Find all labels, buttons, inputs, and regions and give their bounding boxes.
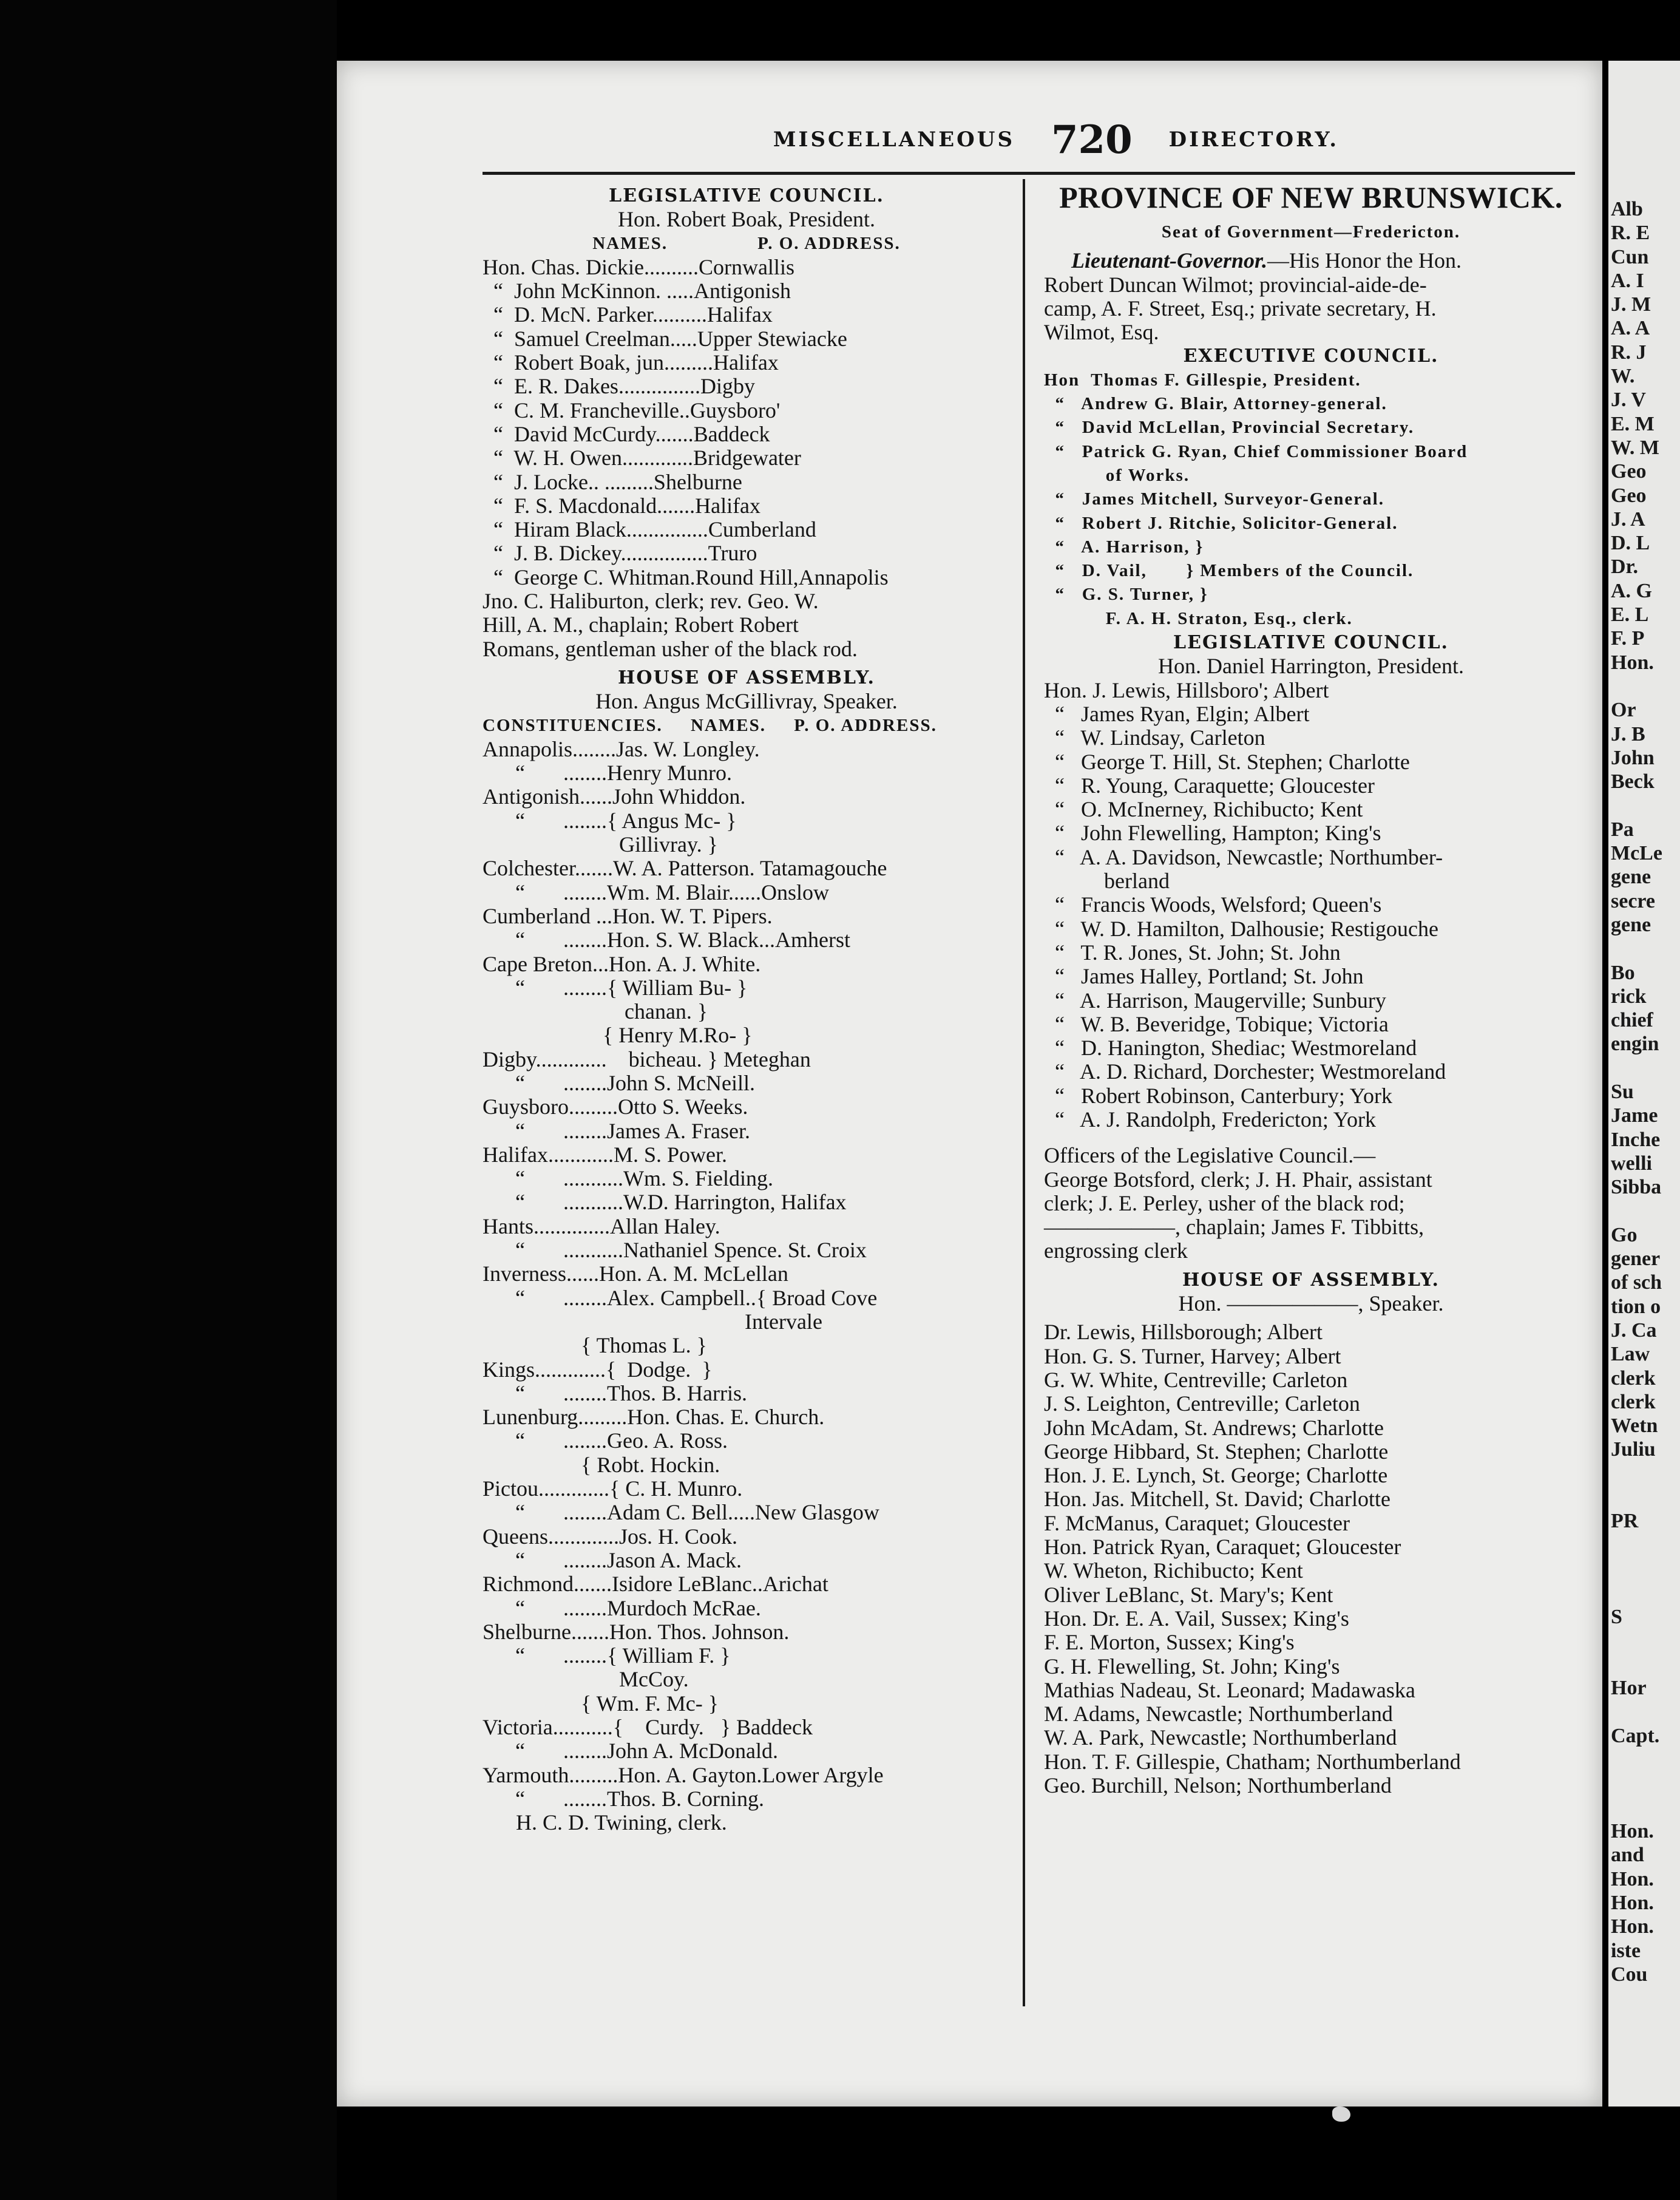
adjacent-page-fragment: Alb (1611, 198, 1643, 220)
ns-ha-member-row: “ ........Geo. A. Ross. (483, 1428, 728, 1453)
lieutenant-governor-label: Lieutenant-Governor. (1071, 248, 1268, 273)
adjacent-page-fragment: clerk (1611, 1367, 1656, 1390)
ns-ha-member-row: “ ........Thos. B. Harris. (483, 1380, 747, 1405)
nb-lc-member-row: “ T. R. Jones, St. John; St. John (1044, 940, 1341, 965)
nb-ha-member-row: W. Wheton, Richibucto; Kent (1044, 1558, 1303, 1583)
adjacent-page-fragment: R. E (1611, 222, 1650, 245)
executive-council-row: Hon Thomas F. Gillespie, President. (1044, 370, 1361, 390)
ns-ha-member-row: “ ........James A. Fraser. (483, 1118, 750, 1143)
adjacent-page-fragment: and (1611, 1844, 1644, 1867)
nb-lc-member-row: “ W. Lindsay, Carleton (1044, 725, 1265, 750)
ns-ha-member-row: Cape Breton...Hon. A. J. White. (483, 951, 761, 976)
ns-lc-clerk-line: Jno. C. Haliburton, clerk; rev. Geo. W. (483, 589, 819, 614)
adjacent-page-fragment: E. M (1611, 412, 1655, 435)
adjacent-page-fragment: Hor (1611, 1677, 1647, 1700)
adjacent-page-fragment: S (1611, 1605, 1622, 1628)
ns-ha-member-row: Intervale (483, 1309, 822, 1334)
adjacent-page-fragment: PR (1611, 1510, 1639, 1533)
executive-council-list (1044, 368, 1578, 631)
nb-ha-member-row: Dr. Lewis, Hillsborough; Albert (1044, 1320, 1323, 1345)
nb-lc-member-row: “ John Flewelling, Hampton; King's (1044, 821, 1381, 846)
adjacent-page-fragment (1611, 1557, 1680, 1581)
nb-lc-member-row: “ A. D. Richard, Dorchester; Westmoreland (1044, 1059, 1446, 1084)
adjacent-page-fragment: John (1611, 746, 1655, 769)
nb-lc-member-row: berland (1044, 869, 1170, 894)
adjacent-page-fragment: J. A (1611, 508, 1645, 531)
lieutenant-governor-text: —His Honor the Hon. (1267, 248, 1462, 273)
adjacent-page-fragment (1611, 1581, 1680, 1604)
executive-council-row: “ G. S. Turner, } (1044, 585, 1208, 605)
seat-of-government: Seat of Government—Fredericton. (1161, 222, 1461, 242)
nb-lc-officers-line: engrossing clerk (1044, 1238, 1188, 1263)
executive-council-row: “ David McLellan, Provincial Secretary. (1044, 418, 1415, 438)
lieutenant-governor-line: Robert Duncan Wilmot; provincial-aide-de- (1044, 272, 1427, 297)
adjacent-page-fragment: Jame (1611, 1104, 1658, 1127)
nb-lc-member-row: “ Robert Robinson, Canterbury; York (1044, 1083, 1392, 1108)
adjacent-page-fragment: A. A (1611, 317, 1650, 340)
nb-lc-member-row: “ A. J. Randolph, Fredericton; York (1044, 1107, 1376, 1132)
adjacent-page-fragment: Go (1611, 1223, 1638, 1246)
directory-page (337, 61, 1602, 2107)
adjacent-page-fragment: Cou (1611, 1963, 1648, 1986)
ns-ha-member-row: Digby............. bicheau. } Meteghan (483, 1047, 811, 1071)
executive-council-row: “ Andrew G. Blair, Attorney-general. (1044, 394, 1387, 414)
nb-ha-member-row: J. S. Leighton, Centreville; Carleton (1044, 1391, 1360, 1416)
nb-house-of-assembly-heading: HOUSE OF ASSEMBLY. (1182, 1269, 1440, 1291)
adjacent-page-fragment: A. I (1611, 269, 1644, 292)
ns-ha-member-row: Inverness......Hon. A. M. McLellan (483, 1261, 788, 1286)
adjacent-page-fragment: Or (1611, 699, 1636, 722)
adjacent-page-fragment: Hon. (1611, 1915, 1654, 1938)
ns-lc-member-list (483, 256, 1011, 589)
ns-ha-member-row: “ ........{ Angus Mc- } (483, 808, 737, 833)
ns-lc-column-heads: NAMES. P. O. ADDRESS. (592, 233, 901, 253)
nb-ha-member-row: Oliver LeBlanc, St. Mary's; Kent (1044, 1582, 1333, 1607)
ns-lc-member-row: “ J. B. Dickey................Truro (483, 541, 757, 566)
ns-ha-member-row: “ ........Henry Munro. (483, 761, 732, 786)
ns-lc-president: Hon. Robert Boak, President. (618, 207, 875, 232)
ns-lc-member-row: “ George C. Whitman.Round Hill,Annapolis (483, 565, 889, 589)
nb-lc-officers-line: Officers of the Legislative Council.— (1044, 1143, 1376, 1168)
right-column (1044, 179, 1578, 1798)
adjacent-page-fragment: Geo (1611, 460, 1647, 483)
adjacent-page-fragment: Hon. (1611, 1820, 1654, 1843)
adjacent-page-fragment: Capt. (1611, 1725, 1660, 1747)
running-head (483, 109, 1602, 170)
executive-council-row: “ Robert J. Ritchie, Solicitor-General. (1044, 513, 1398, 533)
adjacent-page-fragment (1611, 674, 1680, 698)
adjacent-page-fragment: of sch (1611, 1271, 1662, 1294)
executive-council-row: “ D. Vail, } Members of the Council. (1044, 561, 1414, 581)
scan-background (0, 0, 337, 2200)
adjacent-page-fragment: engin (1611, 1033, 1659, 1056)
adjacent-page-fragment: Sibba (1611, 1176, 1662, 1199)
nb-ha-member-row: G. W. White, Centreville; Carleton (1044, 1367, 1348, 1392)
adjacent-page-fragment (1611, 1652, 1680, 1676)
lieutenant-governor-line (1044, 249, 1578, 273)
nb-lc-member-row: “ Francis Woods, Welsford; Queen's (1044, 892, 1382, 917)
ns-ha-member-row: Yarmouth.........Hon. A. Gayton.Lower Argyle (483, 1762, 884, 1787)
ns-ha-member-row: chanan. } (483, 999, 708, 1024)
adjacent-page-fragment: gene (1611, 866, 1651, 889)
ns-ha-member-row: Lunenburg.........Hon. Chas. E. Church. (483, 1405, 825, 1430)
nb-lc-officers-paragraph (1044, 1144, 1578, 1263)
ns-ha-member-row: “ ........Alex. Campbell..{ Broad Cove (483, 1285, 878, 1310)
ns-ha-member-row: “ ........John A. McDonald. (483, 1739, 778, 1764)
nb-ha-member-row: F. E. Morton, Sussex; King's (1044, 1630, 1295, 1655)
nb-ha-member-row: W. A. Park, Newcastle; Northumberland (1044, 1725, 1397, 1750)
adjacent-page-fragment (1611, 1462, 1680, 1485)
ns-ha-member-row: Colchester.......W. A. Patterson. Tatamagouche (483, 856, 887, 881)
ns-ha-member-row: Gillivray. } (483, 832, 718, 857)
nb-lc-member-row: “ R. Young, Caraquette; Gloucester (1044, 773, 1375, 798)
ns-lc-member-row: Hon. Chas. Dickie..........Cornwallis (483, 254, 794, 279)
nb-ha-member-row: Hon. Jas. Mitchell, St. David; Charlotte (1044, 1487, 1390, 1512)
adjacent-page-fragment: Law (1611, 1343, 1650, 1366)
adjacent-page-fragment: tion o (1611, 1295, 1661, 1318)
ns-ha-member-row: Halifax............M. S. Power. (483, 1142, 727, 1167)
ns-ha-member-row: Victoria...........{ Curdy. } Baddeck (483, 1715, 813, 1739)
adjacent-page-fragment: gene (1611, 913, 1651, 936)
nb-lc-officers-line: ——————, chaplain; James F. Tibbitts, (1044, 1215, 1424, 1240)
left-column (483, 179, 1011, 1835)
ns-ha-speaker: Hon. Angus McGillivray, Speaker. (595, 689, 898, 714)
nb-lc-member-list (1044, 679, 1578, 1132)
nb-lc-member-row: “ A. A. Davidson, Newcastle; Northumber- (1044, 844, 1443, 869)
adjacent-page-fragment: Pa (1611, 818, 1634, 841)
executive-council-row: “ James Mitchell, Surveyor-General. (1044, 489, 1384, 509)
nb-ha-member-row: Hon. Patrick Ryan, Caraquet; Gloucester (1044, 1535, 1401, 1560)
nb-ha-speaker: Hon. ——————, Speaker. (1178, 1291, 1444, 1316)
nb-lc-member-row: “ James Ryan, Elgin; Albert (1044, 701, 1310, 726)
adjacent-page-fragment: F. P (1611, 627, 1645, 650)
adjacent-page-fragment: rick (1611, 985, 1647, 1008)
lieutenant-governor-line: camp, A. F. Street, Esq.; private secretary, H. (1044, 296, 1437, 321)
adjacent-page-fragment: McLe (1611, 842, 1662, 865)
adjacent-page-fragment: Dr. (1611, 555, 1639, 579)
adjacent-page-fragment (1611, 1056, 1680, 1080)
adjacent-page-fragment: Inche (1611, 1128, 1661, 1151)
ns-ha-member-row: “ ........Hon. S. W. Black...Amherst (483, 928, 850, 952)
ns-ha-member-row: { Henry M.Ro- } (483, 1023, 753, 1048)
column-rule (1023, 179, 1025, 2006)
adjacent-page-edge (1608, 61, 1680, 2107)
ns-ha-member-row: “ ...........Wm. S. Fielding. (483, 1166, 773, 1191)
nb-ha-member-row: Geo. Burchill, Nelson; Northumberland (1044, 1773, 1392, 1798)
nb-ha-member-row: Hon. Dr. E. A. Vail, Sussex; King's (1044, 1606, 1349, 1631)
adjacent-page-fragment: Cun (1611, 245, 1649, 268)
adjacent-page-fragment: gener (1611, 1248, 1661, 1271)
nb-lc-member-row: “ A. Harrison, Maugerville; Sunbury (1044, 988, 1386, 1013)
province-title: PROVINCE OF NEW BRUNSWICK. (1059, 180, 1563, 214)
ns-ha-member-row: “ ........{ William Bu- } (483, 975, 748, 1000)
nb-lc-officers-line: George Botsford, clerk; J. H. Phair, assistant (1044, 1167, 1432, 1192)
ns-lc-clerk-line: Hill, A. M., chaplain; Robert Robert (483, 613, 799, 637)
nb-lc-member-row: “ O. McInerney, Richibucto; Kent (1044, 797, 1363, 822)
ns-ha-member-row: “ ........Thos. B. Corning. (483, 1786, 764, 1811)
ns-ha-member-row: Annapolis........Jas. W. Longley. (483, 736, 760, 761)
nb-lc-member-row: “ W. B. Beveridge, Tobique; Victoria (1044, 1011, 1389, 1036)
ns-ha-member-row: Kings.............{ Dodge. } (483, 1357, 713, 1382)
adjacent-page-fragment: Juliu (1611, 1438, 1656, 1461)
ns-ha-member-list (483, 738, 1011, 1811)
adjacent-page-fragment: Geo (1611, 484, 1647, 507)
lieutenant-governor-line: Wilmot, Esq. (1044, 320, 1159, 345)
nb-ha-member-row: George Hibbard, St. Stephen; Charlotte (1044, 1439, 1389, 1464)
nb-ha-member-row: John McAdam, St. Andrews; Charlotte (1044, 1415, 1384, 1440)
ns-ha-member-row: Richmond.......Isidore LeBlanc..Arichat (483, 1572, 828, 1597)
ns-lc-member-row: “ D. McN. Parker..........Halifax (483, 302, 773, 327)
ns-lc-member-row: “ C. M. Francheville..Guysboro' (483, 398, 781, 423)
adjacent-page-fragment: J. B (1611, 722, 1645, 745)
nb-ha-member-row: Hon. T. F. Gillespie, Chatham; Northumberland (1044, 1749, 1461, 1774)
ns-lc-member-row: “ F. S. Macdonald.......Halifax (483, 493, 761, 518)
ns-ha-member-row: “ ........Adam C. Bell.....New Glasgow (483, 1500, 879, 1525)
nb-lc-president: Hon. Daniel Harrington, President. (1158, 654, 1464, 679)
adjacent-page-fragment: chief (1611, 1009, 1653, 1032)
adjacent-page-fragment: D. L (1611, 532, 1650, 555)
adjacent-page-fragment: welli (1611, 1152, 1652, 1175)
running-head-left: MISCELLANEOUS (773, 127, 1015, 152)
ns-ha-member-row: “ ........Jason A. Mack. (483, 1547, 742, 1572)
ns-lc-member-row: “ Samuel Creelman.....Upper Stewiacke (483, 326, 847, 351)
ns-ha-member-row: { Robt. Hockin. (483, 1452, 720, 1477)
nb-lc-member-row: “ George T. Hill, St. Stephen; Charlotte (1044, 749, 1410, 774)
adjacent-page-fragment: Hon. (1611, 1867, 1654, 1890)
adjacent-page-fragment: Su (1611, 1080, 1634, 1103)
ns-lc-member-row: “ J. Locke.. .........Shelburne (483, 469, 742, 494)
ns-ha-member-row: “ ...........Nathaniel Spence. St. Croix (483, 1238, 867, 1263)
ns-ha-member-row: “ ........Murdoch McRae. (483, 1595, 761, 1620)
ns-lc-member-row: “ David McCurdy.......Baddeck (483, 421, 770, 446)
nb-lc-member-row: “ James Halley, Portland; St. John (1044, 964, 1364, 989)
executive-council-row: of Works. (1044, 465, 1190, 485)
ns-ha-clerk: H. C. D. Twining, clerk. (516, 1810, 727, 1835)
adjacent-page-fragment: J. M (1611, 293, 1651, 316)
ns-lc-member-row: “ John McKinnon. .....Antigonish (483, 279, 791, 304)
running-head-right: DIRECTORY. (1168, 127, 1340, 152)
nb-ha-member-row: Hon. G. S. Turner, Harvey; Albert (1044, 1343, 1341, 1368)
nb-ha-member-row: F. McManus, Caraquet; Gloucester (1044, 1510, 1350, 1535)
adjacent-page-fragment (1611, 1796, 1680, 1819)
nb-ha-member-row: Hon. J. E. Lynch, St. George; Charlotte (1044, 1463, 1388, 1488)
page-number: 720 (1051, 117, 1133, 163)
ns-ha-member-row: Guysboro.........Otto S. Weeks. (483, 1095, 748, 1119)
ns-ha-member-row: Antigonish......John Whiddon. (483, 784, 746, 809)
adjacent-page-fragment: Hon. (1611, 651, 1654, 674)
adjacent-page-fragment: Hon. (1611, 1892, 1654, 1915)
adjacent-page-fragment: J. V (1611, 389, 1646, 412)
ns-lc-clerk-line: Romans, gentleman usher of the black rod. (483, 636, 858, 661)
ns-ha-member-row: “ ........John S. McNeill. (483, 1070, 755, 1095)
ns-legislative-council-heading: LEGISLATIVE COUNCIL. (609, 185, 884, 206)
adjacent-page-fragment: A. G (1611, 579, 1652, 602)
adjacent-page-fragment (1611, 1533, 1680, 1557)
adjacent-page-fragments (1608, 61, 1680, 1986)
nb-ha-member-row: Mathias Nadeau, St. Leonard; Madawaska (1044, 1677, 1415, 1702)
ns-lc-member-row: “ E. R. Dakes...............Digby (483, 374, 755, 399)
ns-ha-member-row: McCoy. (483, 1667, 689, 1692)
nb-ha-member-row: G. H. Flewelling, St. John; King's (1044, 1654, 1340, 1679)
ns-ha-column-heads: CONSTITUENCIES. NAMES. P. O. ADDRESS. (483, 715, 937, 735)
adjacent-page-fragment: clerk (1611, 1390, 1656, 1413)
executive-council-row: “ Patrick G. Ryan, Chief Commissioner Board (1044, 441, 1468, 461)
scan-speck (1332, 2107, 1350, 2122)
adjacent-page-fragment: W. (1611, 365, 1635, 388)
ns-ha-member-row: “ ........Wm. M. Blair......Onslow (483, 880, 829, 905)
adjacent-page-fragment: secre (1611, 889, 1655, 912)
ns-ha-member-row: Hants..............Allan Haley. (483, 1214, 720, 1238)
ns-ha-member-row: “ ........{ William F. } (483, 1643, 731, 1668)
adjacent-page-fragment: R. J (1611, 341, 1647, 364)
adjacent-page-fragment: Beck (1611, 770, 1655, 793)
ns-lc-member-row: “ Robert Boak, jun.........Halifax (483, 350, 779, 375)
ns-lc-member-row: “ W. H. Owen.............Bridgewater (483, 446, 801, 470)
adjacent-page-fragment: iste (1611, 1939, 1641, 1962)
executive-council-heading: EXECUTIVE COUNCIL. (1183, 345, 1439, 367)
nb-lc-member-row: “ D. Hanington, Shediac; Westmoreland (1044, 1036, 1417, 1061)
adjacent-page-fragment (1611, 1199, 1680, 1223)
adjacent-page-fragment: Bo (1611, 961, 1635, 984)
nb-ha-member-list (1044, 1320, 1578, 1798)
nb-lc-member-row: Hon. J. Lewis, Hillsboro'; Albert (1044, 677, 1329, 702)
ns-lc-clerk-paragraph (483, 589, 1011, 661)
nb-lc-officers-line: clerk; J. E. Perley, usher of the black rod; (1044, 1190, 1405, 1215)
executive-council-row: “ A. Harrison, } (1044, 537, 1204, 557)
adjacent-page-fragment (1611, 1700, 1680, 1724)
ns-house-of-assembly-heading: HOUSE OF ASSEMBLY. (617, 667, 876, 688)
ns-ha-member-row: Pictou.............{ C. H. Munro. (483, 1476, 743, 1501)
ns-lc-member-row: “ Hiram Black...............Cumberland (483, 517, 816, 542)
adjacent-page-fragment (1611, 1485, 1680, 1509)
nb-lc-member-row: “ W. D. Hamilton, Dalhousie; Restigouche (1044, 916, 1438, 941)
adjacent-page-fragment: E. L (1611, 603, 1649, 626)
adjacent-page-fragment (1611, 793, 1680, 817)
adjacent-page-fragment (1611, 1772, 1680, 1796)
ns-ha-member-row: { Thomas L. } (483, 1333, 707, 1358)
nb-legislative-council-heading: LEGISLATIVE COUNCIL. (1173, 632, 1449, 654)
ns-ha-member-row: { Wm. F. Mc- } (483, 1691, 719, 1716)
executive-council-row: F. A. H. Straton, Esq., clerk. (1044, 608, 1353, 628)
ns-ha-member-row: Shelburne.......Hon. Thos. Johnson. (483, 1619, 790, 1644)
adjacent-page-fragment (1611, 1629, 1680, 1652)
adjacent-page-fragment (1611, 937, 1680, 960)
adjacent-page-fragment (1611, 1748, 1680, 1771)
ns-ha-member-row: “ ...........W.D. Harrington, Halifax (483, 1190, 847, 1215)
adjacent-page-fragment: Wetn (1611, 1414, 1658, 1438)
header-rule (483, 172, 1575, 175)
ns-ha-member-row: Queens.............Jos. H. Cook. (483, 1524, 737, 1549)
nb-ha-member-row: M. Adams, Newcastle; Northumberland (1044, 1702, 1393, 1726)
ns-ha-member-row: Cumberland ...Hon. W. T. Pipers. (483, 903, 773, 928)
adjacent-page-fragment: J. Ca (1611, 1319, 1657, 1342)
adjacent-page-fragment: W. M (1611, 436, 1659, 459)
